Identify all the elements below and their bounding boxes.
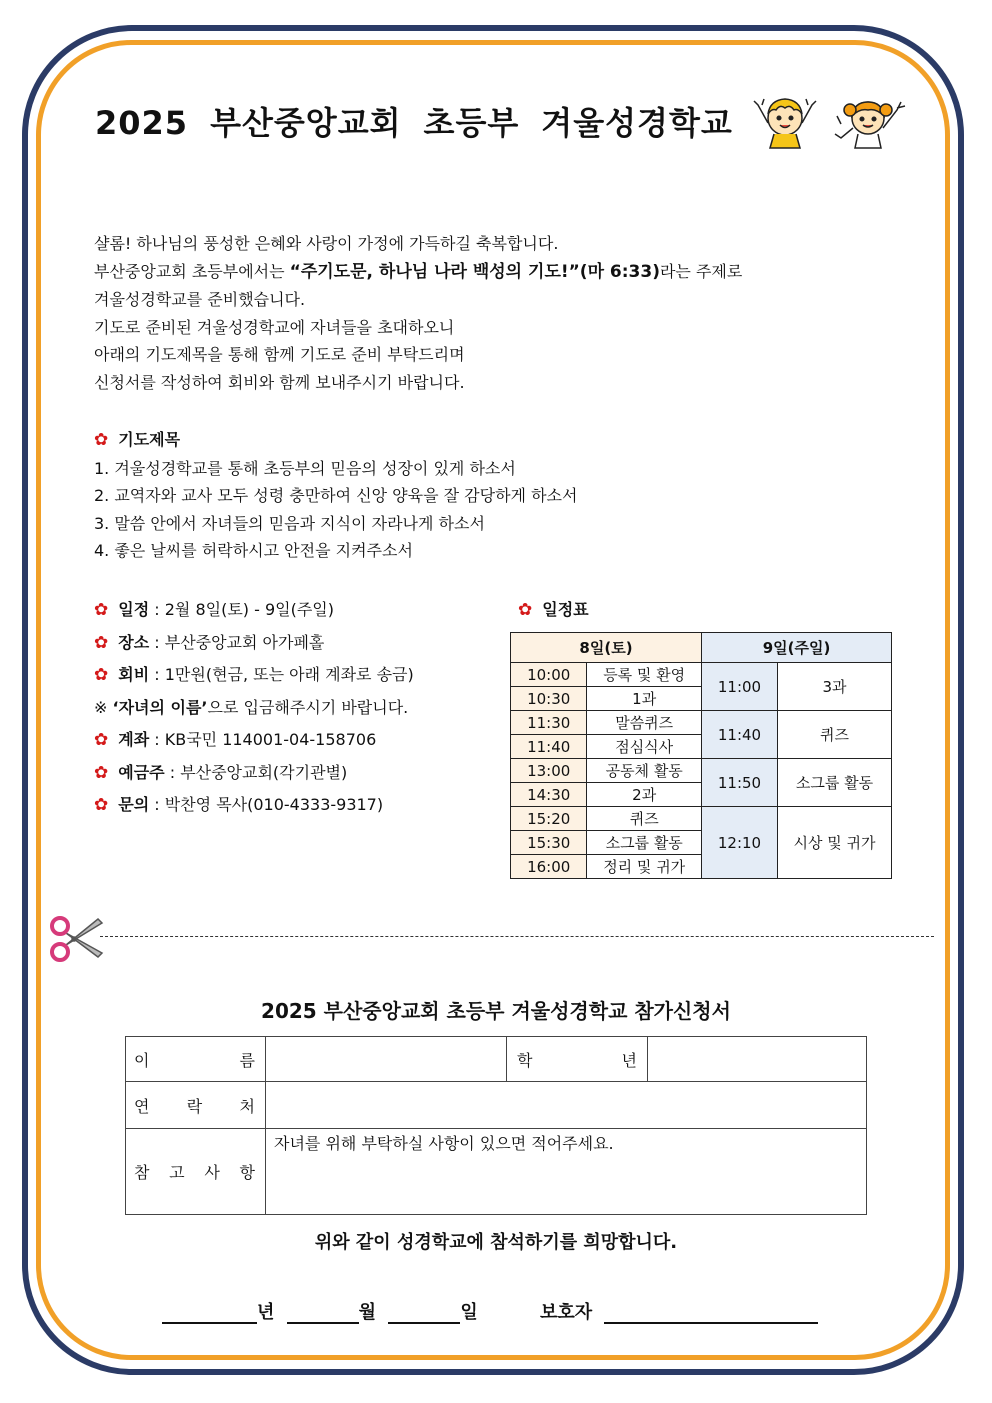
sun-time: 12:10: [702, 807, 778, 879]
cartoon-kids-illustration: [750, 88, 920, 150]
info-note: ※ ‘자녀의 이름’으로 입금해주시기 바랍니다.: [94, 697, 409, 717]
cut-line: [100, 936, 934, 937]
month-blank[interactable]: [287, 1302, 359, 1324]
sun-activity: 3과: [778, 663, 892, 711]
grade-field[interactable]: [648, 1037, 867, 1082]
intro-line-5: 아래의 기도제목을 통해 함께 기도로 준비 부탁드리며: [94, 345, 465, 364]
flower-icon: ✿: [94, 795, 109, 815]
grade-label: 학 년: [507, 1037, 648, 1082]
title-event: 겨울성경학교: [541, 104, 733, 142]
sun-header: 9일(주일): [702, 633, 892, 663]
sat-activity: 등록 및 환영: [587, 663, 702, 687]
sat-activity: 말씀퀴즈: [587, 711, 702, 735]
prayer-item: 3. 말씀 안에서 자녀들의 믿음과 지식이 자라나게 하소서: [94, 513, 485, 533]
sat-activity: 소그룹 활동: [587, 831, 702, 855]
intro-line-3: 겨울성경학교를 준비했습니다.: [94, 290, 306, 309]
intro-line-6: 신청서를 작성하여 회비와 함께 보내주시기 바랍니다.: [94, 372, 465, 392]
day-blank[interactable]: [388, 1302, 460, 1324]
theme-text: “주기도문, 하나님 나라 백성의 기도!”(마 6:33): [289, 261, 660, 282]
flower-icon: ✿: [94, 632, 109, 653]
sun-time: 11:40: [702, 711, 778, 759]
title-dept: 초등부: [423, 104, 520, 142]
flower-icon: ✿: [94, 600, 109, 620]
intro-line-4: 기도로 준비된 겨울성경학교에 자녀들을 초대하오니: [94, 317, 455, 337]
page-title: [95, 98, 755, 144]
flower-icon: ✿: [518, 600, 533, 620]
sun-time: 11:00: [702, 663, 778, 711]
sat-time: 15:30: [511, 831, 587, 855]
name-label: 이 름: [126, 1037, 266, 1082]
flower-icon: ✿: [94, 430, 109, 450]
note-field[interactable]: [266, 1129, 867, 1215]
schedule-table: [510, 632, 892, 879]
sat-time: 11:40: [511, 735, 587, 759]
sun-activity: 시상 및 귀가: [778, 807, 892, 879]
info-fee: ✿ 회비 : 1만원(현금, 또는 아래 계좌로 송금): [94, 665, 414, 685]
intro-line-1: 샬롬! 하나님의 풍성한 은혜와 사랑이 가정에 가득하길 축복합니다.: [94, 234, 559, 253]
info-holder: ✿ 예금주 : 부산중앙교회(각기관별): [94, 762, 348, 783]
sat-time: 11:30: [511, 711, 587, 735]
sat-time: 14:30: [511, 783, 587, 807]
sat-time: 16:00: [511, 855, 587, 879]
intro-text: [94, 230, 742, 396]
sun-activity: 퀴즈: [778, 711, 892, 759]
flower-icon: ✿: [94, 665, 109, 685]
flower-icon: ✿: [94, 730, 109, 750]
prayer-item: 4. 좋은 날씨를 허락하시고 안전을 지켜주소서: [94, 541, 413, 560]
schedule-heading: ✿ 일정표: [518, 600, 589, 620]
name-field[interactable]: [266, 1037, 507, 1082]
sat-activity: 공동체 활동: [587, 759, 702, 783]
sat-activity: 정리 및 귀가: [587, 855, 702, 879]
application-form: [125, 1036, 867, 1215]
sat-activity: 1과: [587, 687, 702, 711]
prayer-item: 2. 교역자와 교사 모두 성령 충만하여 신앙 양육을 잘 감당하게 하소서: [94, 486, 578, 505]
note-label: 참 고 사 항: [126, 1129, 266, 1215]
prayer-item: 1. 겨울성경학교를 통해 초등부의 믿음의 성장이 있게 하소서: [94, 458, 516, 478]
title-year: 2025: [95, 104, 189, 142]
sun-activity: 소그룹 활동: [778, 759, 892, 807]
info-place: ✿ 장소 : 부산중앙교회 아가페홀: [94, 632, 325, 653]
info-date: ✿ 일정 : 2월 8일(토) - 9일(주일): [94, 600, 335, 620]
sun-time: 11:50: [702, 759, 778, 807]
girl-icon: [835, 102, 905, 148]
contact-field[interactable]: [266, 1082, 867, 1129]
sat-time: 15:20: [511, 807, 587, 831]
sat-activity: 2과: [587, 783, 702, 807]
contact-label: 연 락 처: [126, 1082, 266, 1129]
event-info: [94, 597, 414, 825]
title-church: 부산중앙교회: [210, 104, 402, 142]
sat-time: 10:00: [511, 663, 587, 687]
sat-activity: 퀴즈: [587, 807, 702, 831]
note-hint: 자녀를 위해 부탁하실 사항이 있으면 적어주세요.: [274, 1134, 614, 1153]
sat-time: 13:00: [511, 759, 587, 783]
year-blank[interactable]: [162, 1302, 257, 1324]
guardian-label: 보호자: [540, 1302, 593, 1323]
guardian-blank[interactable]: [604, 1302, 818, 1324]
scissors-icon: [48, 913, 104, 965]
intro-line-2: 부산중앙교회 초등부에서는 “주기도문, 하나님 나라 백성의 기도!”(마 6:33)라는 주제로: [94, 261, 743, 282]
participation-statement: 위와 같이 성경학교에 참석하기를 희망합니다.: [314, 1232, 678, 1253]
info-account: ✿ 계좌 : KB국민 114001-04-158706: [94, 730, 377, 750]
signature-line: 년 월 일 보호자: [162, 1298, 818, 1324]
prayer-heading: ✿ 기도제목: [94, 430, 181, 450]
flower-icon: ✿: [94, 762, 109, 783]
boy-icon: [754, 99, 816, 148]
sat-header: 8일(토): [511, 633, 702, 663]
form-title: 2025 부산중앙교회 초등부 겨울성경학교 참가신청서: [261, 999, 731, 1023]
info-contact: ✿ 문의 : 박찬영 목사(010-4333-9317): [94, 795, 384, 815]
prayer-section: [94, 426, 577, 565]
sat-activity: 점심식사: [587, 735, 702, 759]
sat-time: 10:30: [511, 687, 587, 711]
